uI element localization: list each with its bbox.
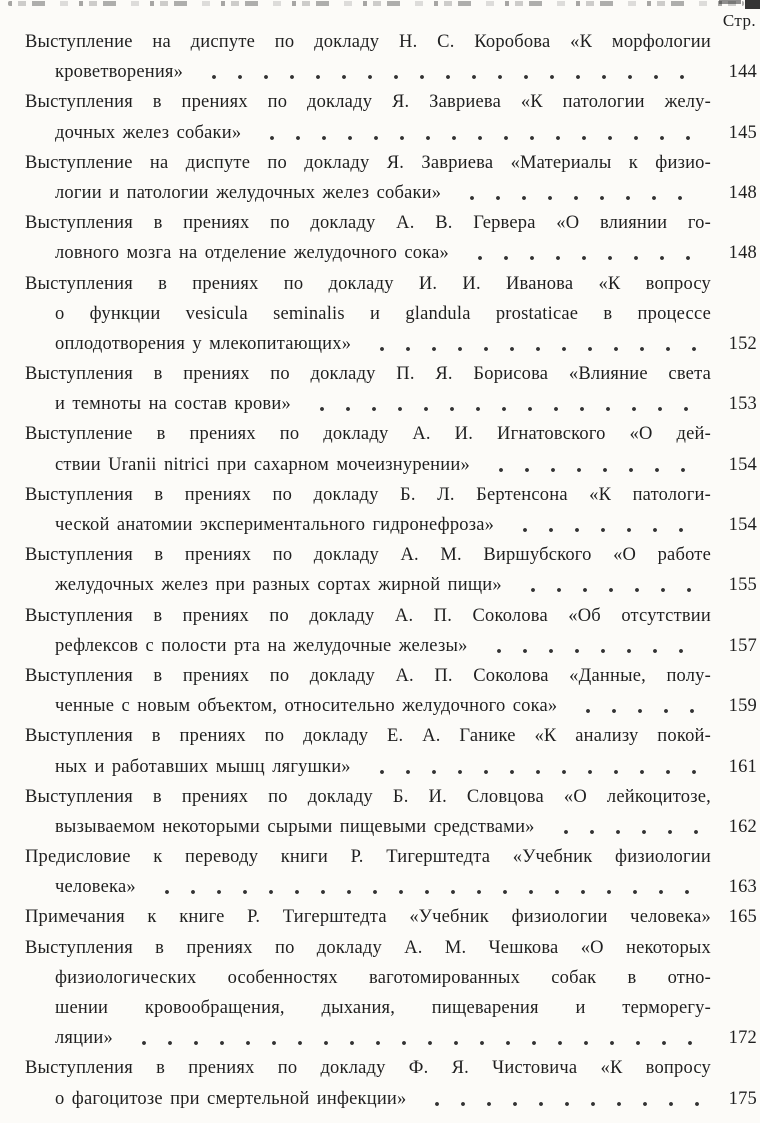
entry-text: кроветворения» <box>55 62 184 83</box>
entry-text: Выступление на диспуте по докладу Я. Завриева «Материалы к физио- <box>25 152 711 173</box>
toc-entry-line <box>25 933 757 963</box>
toc-entry-line <box>25 238 757 268</box>
dot-leader <box>571 691 701 721</box>
toc-entry-line <box>25 148 757 178</box>
entry-text: ченные с новым объектом, относительно желудочного сока» <box>55 696 558 717</box>
toc-entry-line <box>25 691 757 721</box>
dot-leader <box>365 752 701 782</box>
entry-text: Выступления в прениях по докладу П. Я. Борисова «Влияние света <box>25 364 711 385</box>
toc-entry-line <box>25 631 757 661</box>
entry-text: Выступления в прениях по докладу Б. И. Словцова «О лейкоцитозе, <box>25 786 711 807</box>
toc-entry-line <box>25 842 757 872</box>
page-number: 155 <box>728 575 757 596</box>
toc-entry-line <box>25 1084 757 1114</box>
page-number: 159 <box>728 696 757 717</box>
dot-leader <box>255 118 701 148</box>
page-number: 154 <box>728 454 757 475</box>
entry-text: Выступления в прениях по докладу А. М. Чешкова «О некоторых <box>25 937 711 958</box>
toc-entry-line <box>25 902 757 932</box>
entry-text: физиологических особенностях ваготомированных собак в отно- <box>55 967 711 988</box>
entry-text: оплодотворения у млекопитающих» <box>55 333 352 354</box>
toc-entry-line <box>25 1053 757 1083</box>
dot-leader <box>463 238 701 268</box>
toc-entry-line <box>25 389 757 419</box>
toc-entry-line <box>25 27 757 57</box>
page-column-label: Стр. <box>722 11 756 30</box>
toc-entry-line <box>25 299 757 329</box>
page-number: 154 <box>728 515 757 535</box>
entry-text: ствии Uranii nitrici при сахарном мочеизнурении» <box>55 454 470 475</box>
page-number: 163 <box>728 877 757 898</box>
toc-entry-line <box>25 812 757 842</box>
page-number: 148 <box>728 182 757 203</box>
toc-entry-line <box>25 721 757 751</box>
toc-entry-line <box>25 993 757 1023</box>
entry-text: Выступление в прениях по докладу А. И. Игнатовского «О дей- <box>25 424 711 445</box>
toc-entry-line <box>25 963 757 993</box>
page-number: 148 <box>728 243 757 264</box>
dot-leader <box>365 329 701 359</box>
entry-text: ляции» <box>55 1028 113 1049</box>
entry-text: шении кровообращения, дыхания, пищеварения и терморегу- <box>55 998 711 1018</box>
toc-entry-line <box>25 87 757 117</box>
entry-text: рефлексов с полости рта на желудочные железы» <box>55 635 468 656</box>
page-number: 161 <box>728 756 757 777</box>
toc-entry-line <box>25 329 757 359</box>
toc-entry-line <box>25 57 757 87</box>
dot-leader <box>305 389 701 419</box>
page-number: 144 <box>728 62 757 83</box>
page-number: 172 <box>728 1028 757 1049</box>
toc-entry-line <box>25 570 757 600</box>
toc-entry-line <box>25 450 757 480</box>
entry-text: Выступление на диспуте по докладу Н. С. Коробова «К морфологии <box>25 32 711 52</box>
toc-entry-line <box>25 359 757 389</box>
entry-text: Примечания к книге Р. Тигерштедта «Учебник физиологии человека» <box>25 907 711 928</box>
entry-text: Выступления в прениях по докладу Ф. Я. Чистовича «К вопросу <box>25 1058 711 1079</box>
toc-entry-line <box>25 208 757 238</box>
entry-text: о функции vesicula seminalis и glandula prostaticae в процессе <box>55 303 711 324</box>
entry-text: Выступления в прениях по докладу Я. Завриева «К патологии желу- <box>25 92 711 113</box>
entry-text: Предисловие к переводу книги Р. Тигерштедта «Учебник физиологии <box>25 847 711 868</box>
entry-text: Выступления в прениях по докладу Е. А. Ганике «К анализу покой- <box>25 726 711 747</box>
toc-entry-line <box>25 752 757 782</box>
toc-entry-line <box>25 601 757 631</box>
toc-entry-line <box>25 510 757 540</box>
entry-text: Выступления в прениях по докладу И. И. Иванова «К вопросу <box>25 273 711 294</box>
entry-text: Выступления в прениях по докладу А. П. Соколова «Данные, полу- <box>25 665 711 686</box>
entry-text: ческой анатомии экспериментального гидронефроза» <box>55 515 495 535</box>
dot-leader <box>150 872 701 902</box>
toc-entry-line <box>25 540 757 570</box>
entry-text: вызываемом некоторыми сырыми пищевыми средствами» <box>55 816 535 837</box>
page-number: 145 <box>728 122 757 143</box>
toc-entry-line <box>25 178 757 208</box>
entry-text: человека» <box>55 877 136 898</box>
entry-text: логии и патологии желудочных желез собаки» <box>55 182 442 203</box>
dot-leader <box>455 178 701 208</box>
toc-list <box>25 27 757 1114</box>
page-number: 152 <box>728 333 757 354</box>
toc-entry-line <box>25 872 757 902</box>
dot-leader <box>420 1084 701 1114</box>
page-number: 157 <box>728 635 757 656</box>
toc-entry-line <box>25 118 757 148</box>
dot-leader <box>484 450 701 480</box>
dot-leader <box>127 1023 701 1053</box>
toc-entry-line <box>25 269 757 299</box>
entry-text: и темноты на состав крови» <box>55 394 291 415</box>
toc-entry-line <box>25 661 757 691</box>
dot-leader <box>197 57 701 87</box>
dot-leader <box>516 570 701 600</box>
entry-text: ловного мозга на отделение желудочного сока» <box>55 243 449 264</box>
toc-entry-line <box>25 1023 757 1053</box>
entry-text: ных и работавших мышц лягушки» <box>55 756 351 777</box>
page-corner-mark <box>745 0 760 9</box>
toc-entry-line <box>25 782 757 812</box>
toc-entry-line <box>25 419 757 449</box>
dot-leader <box>508 510 701 540</box>
page-number: 175 <box>728 1088 757 1109</box>
entry-text: Выступления в прениях по докладу А. М. Виршубского «О работе <box>25 545 711 566</box>
entry-text: о фагоцитозе при смертельной инфекции» <box>55 1088 407 1109</box>
dot-leader <box>482 631 701 661</box>
page-number: 162 <box>728 816 757 837</box>
entry-text: Выступления в прениях по докладу А. П. Соколова «Об отсутствии <box>25 605 711 626</box>
entry-text: дочных желез собаки» <box>55 122 242 143</box>
page-number: 153 <box>728 394 757 415</box>
entry-text: Выступления в прениях по докладу Б. Л. Бертенсона «К патологи- <box>25 484 711 505</box>
toc-entry-line <box>25 480 757 510</box>
page-edge-artifact <box>8 1 744 6</box>
page-number: 165 <box>728 907 757 928</box>
entry-text: Выступления в прениях по докладу А. В. Гервера «О влиянии го- <box>25 213 711 234</box>
dot-leader <box>549 812 701 842</box>
entry-text: желудочных желез при разных сортах жирной пищи» <box>55 575 502 596</box>
